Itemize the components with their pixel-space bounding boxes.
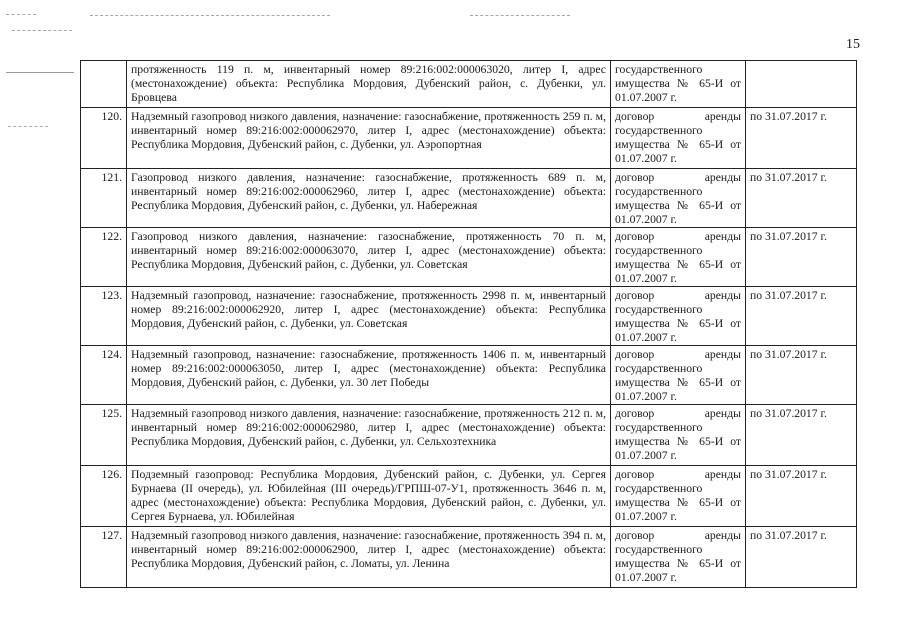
- lease-basis: договор аренды государственного имущества № 65-И от 01.07.2007 г.: [611, 405, 746, 466]
- row-number: 122.: [81, 228, 127, 287]
- row-number: 126.: [81, 466, 127, 527]
- table-row: [81, 527, 857, 588]
- row-number: [81, 61, 127, 108]
- object-description: Газопровод низкого давления, назначение: газоснабжение, протяженность 70 п. м, инвентарный номер 89:216:002:000063070, литер I, адрес (местонахождение) объекта: Республика Мордовия, Дубенский район, с. Дубенки, ул. Советская: [127, 228, 611, 287]
- row-number: 125.: [81, 405, 127, 466]
- lease-term: [746, 61, 857, 108]
- lease-basis: договор аренды государственного имущества № 65-И от 01.07.2007 г.: [611, 527, 746, 588]
- lease-basis: государственного имущества № 65-И от 01.07.2007 г.: [611, 61, 746, 108]
- table-row: [81, 61, 857, 108]
- table-row: [81, 466, 857, 527]
- table-row: [81, 346, 857, 405]
- table-row: [81, 169, 857, 228]
- lease-term: по 31.07.2017 г.: [746, 108, 857, 169]
- table-row: [81, 108, 857, 169]
- table-row: [81, 287, 857, 346]
- scan-artifact-line: [12, 30, 72, 31]
- row-number: 123.: [81, 287, 127, 346]
- scan-artifact-line: [90, 15, 330, 16]
- lease-basis: договор аренды государственного имущества № 65-И от 01.07.2007 г.: [611, 169, 746, 228]
- row-number: 121.: [81, 169, 127, 228]
- table-row: [81, 228, 857, 287]
- lease-term: по 31.07.2017 г.: [746, 466, 857, 527]
- row-number: 127.: [81, 527, 127, 588]
- lease-basis: договор аренды государственного имущества № 65-И от 01.07.2007 г.: [611, 466, 746, 527]
- object-description: Надземный газопровод, назначение: газоснабжение, протяженность 1406 п. м, инвентарный номер 89:216:002:000063050, литер I, адрес (местонахождение) объекта: Республика Мордовия, Дубенский район, с. Дубенки, ул. 30 лет Победы: [127, 346, 611, 405]
- scan-artifact-line: [8, 126, 48, 127]
- lease-basis: договор аренды государственного имущества № 65-И от 01.07.2007 г.: [611, 346, 746, 405]
- lease-term: по 31.07.2017 г.: [746, 527, 857, 588]
- lease-basis: договор аренды государственного имущества № 65-И от 01.07.2007 г.: [611, 228, 746, 287]
- lease-term: по 31.07.2017 г.: [746, 169, 857, 228]
- object-description: Надземный газопровод низкого давления, назначение: газоснабжение, протяженность 259 п. м, инвентарный номер 89:216:002:000062970, литер I, адрес (местонахождение) объекта: Республика Мордовия, Дубенский район, с. Дубенки, ул. Аэропортная: [127, 108, 611, 169]
- lease-basis: договор аренды государственного имущества № 65-И от 01.07.2007 г.: [611, 108, 746, 169]
- object-description: Надземный газопровод, назначение: газоснабжение, протяженность 2998 п. м, инвентарный номер 89:216:002:000062920, литер I, адрес (местонахождение) объекта: Республика Мордовия, Дубенский район, с. Дубенки, ул. Советская: [127, 287, 611, 346]
- table-row: [81, 405, 857, 466]
- scan-artifact-line: [6, 72, 74, 73]
- object-description: протяженность 119 п. м, инвентарный номер 89:216:002:000063020, литер I, адрес (местонахождение) объекта: Республика Мордовия, Дубенский район, с. Дубенки, ул. Бровцева: [127, 61, 611, 108]
- object-description: Надземный газопровод низкого давления, назначение: газоснабжение, протяженность 394 п. м, инвентарный номер 89:216:002:000062900, литер I, адрес (местонахождение) объекта: Республика Мордовия, Дубенский район, с. Ломаты, ул. Ленина: [127, 527, 611, 588]
- scan-artifact-line: [6, 14, 36, 15]
- page-number: 15: [846, 37, 860, 52]
- property-registry-table: [80, 60, 857, 588]
- row-number: 124.: [81, 346, 127, 405]
- lease-term: по 31.07.2017 г.: [746, 405, 857, 466]
- object-description: Подземный газопровод: Республика Мордовия, Дубенский район, с. Дубенки, ул. Сергея Бурнаева (II очередь), ул. Юбилейная (III очередь)/ГРПШ-07-У1, протяженность 3646 п. м, адрес (местонахождение) объекта: Республика Мордовия, Дубенский район, с. Дубенки, ул. Сергея Бурнаева, ул. Юбилейная: [127, 466, 611, 527]
- lease-term: по 31.07.2017 г.: [746, 228, 857, 287]
- lease-basis: договор аренды государственного имущества № 65-И от 01.07.2007 г.: [611, 287, 746, 346]
- object-description: Газопровод низкого давления, назначение: газоснабжение, протяженность 689 п. м, инвентарный номер 89:216:002:000062960, литер I, адрес (местонахождение) объекта: Республика Мордовия, Дубенский район, с. Дубенки, ул. Набережная: [127, 169, 611, 228]
- object-description: Надземный газопровод низкого давления, назначение: газоснабжение, протяженность 212 п. м, инвентарный номер 89:216:002:000062980, литер I, адрес (местонахождение) объекта: Республика Мордовия, Дубенский район, с. Дубенки, ул. Сельхозтехника: [127, 405, 611, 466]
- scan-artifact-line: [470, 15, 570, 16]
- row-number: 120.: [81, 108, 127, 169]
- lease-term: по 31.07.2017 г.: [746, 287, 857, 346]
- lease-term: по 31.07.2017 г.: [746, 346, 857, 405]
